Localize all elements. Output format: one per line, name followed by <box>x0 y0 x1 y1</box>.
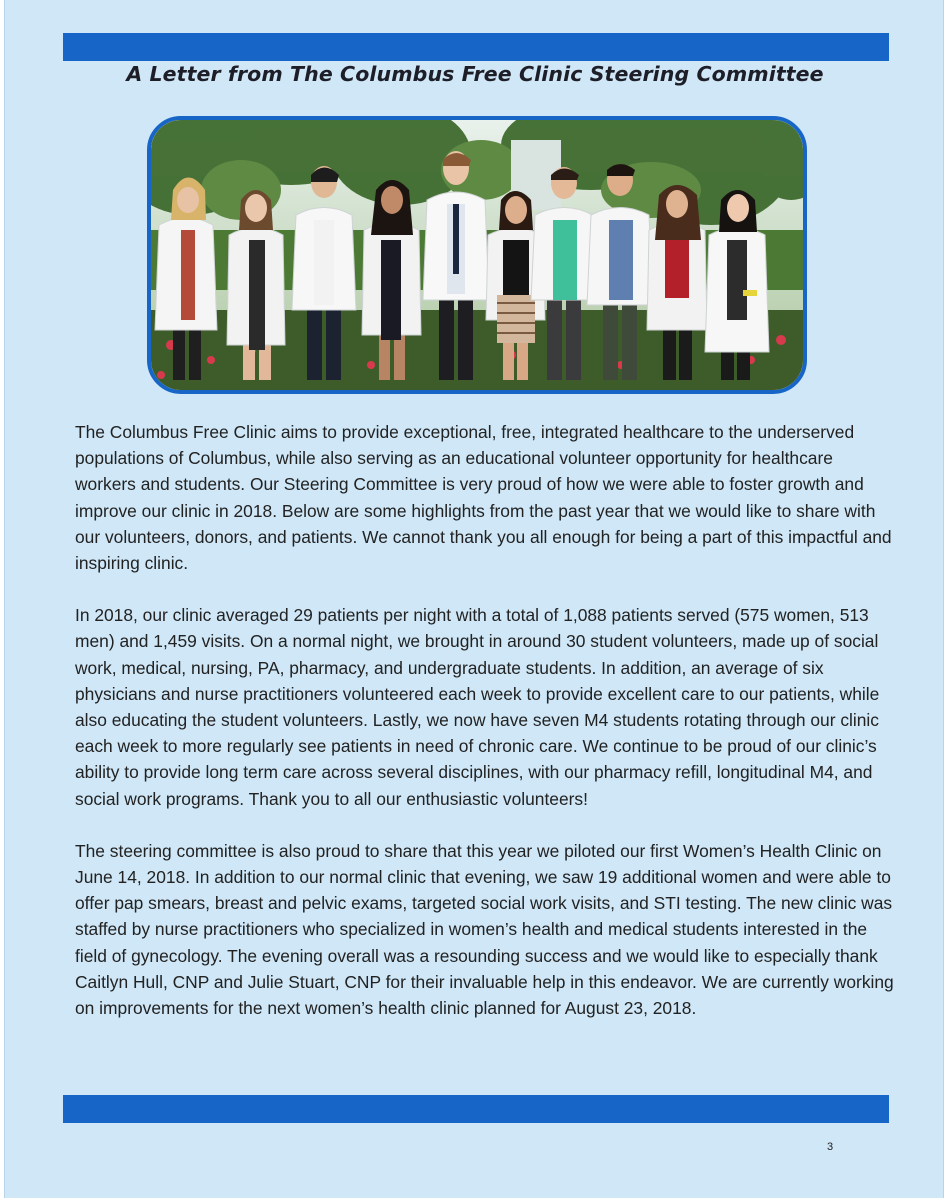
paragraph-statistics: In 2018, our clinic averaged 29 patients per night with a total of 1,088 patients served (575 women, 513 men) and 1,459 visits. On a normal night, we brought in around 30 student volunteers, made up of social work, medical, nursing, PA, pharmacy, and undergraduate students. In addition, an average of six physicians and nurse practitioners volunteered each week to provide excellent care to our patients, while also educating the student volunteers. Lastly, we now have seven M4 students rotating through our clinic each week to more regularly see patients in need of chronic care. We continue to be proud of our clinic’s ability to provide long term care across several disciplines, with our pharmacy refill, longitudinal M4, and social work programs. Thank you to all our enthusiastic volunteers! <box>75 605 880 809</box>
footer-band <box>63 1095 889 1123</box>
page-title: A Letter from The Columbus Free Clinic Steering Committee <box>126 62 824 86</box>
header-band <box>63 33 889 61</box>
group-photo <box>147 116 807 394</box>
page-number: 3 <box>827 1141 834 1153</box>
group-photo-illustration <box>151 120 803 390</box>
paragraph-intro: The Columbus Free Clinic aims to provide exceptional, free, integrated healthcare to the underserved populations of Columbus, while also serving as an educational volunteer opportunity for healthcare workers and students. Our Steering Committee is very proud of how we were able to foster growth and improve our clinic in 2018. Below are some highlights from the past year that we would like to share with our volunteers, donors, and patients. We cannot thank you all enough for being a part of this impactful and inspiring clinic. <box>75 422 892 574</box>
newsletter-page <box>4 0 944 1198</box>
paragraph-womens-health: The steering committee is also proud to share that this year we piloted our first Women’s Health Clinic on June 14, 2018. In addition to our normal clinic that evening, we saw 19 additional women and were able to offer pap smears, breast and pelvic exams, targeted social work visits, and STI testing. The new clinic was staffed by nurse practitioners who specialized in women’s health and medical students interested in the field of gynecology. The evening overall was a resounding success and we would like to especially thank Caitlyn Hull, CNP and Julie Stuart, CNP for their invaluable help in this endeavor. We are currently working on improvements for the next women’s health clinic planned for August 23, 2018. <box>75 840 894 1019</box>
letter-body <box>75 419 895 1047</box>
